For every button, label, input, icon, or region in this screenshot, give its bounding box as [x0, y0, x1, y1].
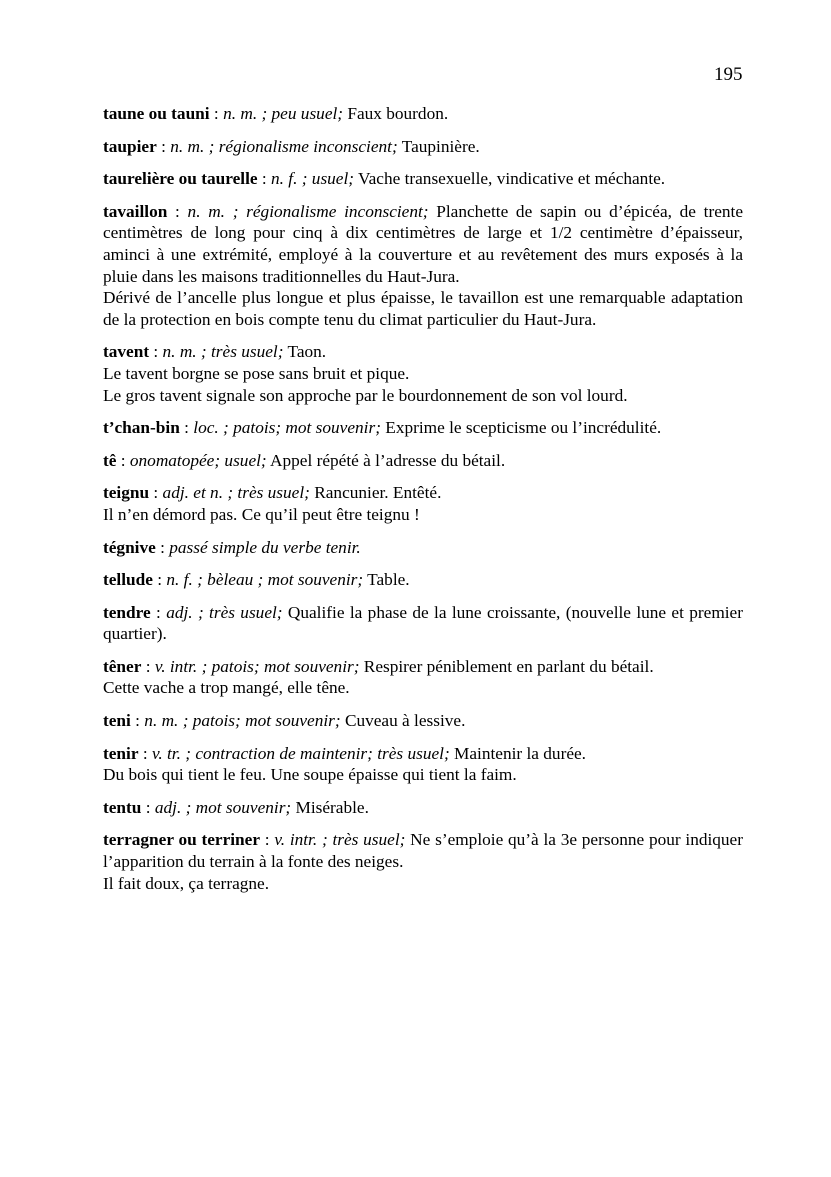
grammatical-label: n. m. ; peu usuel;	[223, 104, 344, 123]
separator: :	[150, 602, 167, 622]
entry-main	[103, 569, 743, 591]
grammatical-label: adj. et n. ; très usuel;	[162, 483, 310, 503]
separator: :	[179, 418, 194, 438]
grammatical-label: n. m. ; régionalisme inconscient;	[187, 201, 429, 221]
dictionary-entry	[103, 450, 743, 472]
headword: tê	[103, 450, 117, 470]
grammatical-label: n. f. ; usuel;	[271, 169, 355, 189]
grammatical-label: n. m. ; très usuel;	[162, 342, 284, 362]
headword: taupier	[103, 136, 157, 156]
dictionary-entry	[103, 136, 743, 158]
example-line: Le gros tavent signale son approche par le bourdonnement de son vol lourd.	[103, 385, 628, 405]
separator: :	[141, 656, 155, 676]
example-line: Du bois qui tient le feu. Une soupe épaisse qui tient la faim.	[103, 765, 517, 785]
definition: Appel répété à l’adresse du bétail.	[266, 450, 506, 470]
separator: :	[116, 450, 130, 470]
definition: Qualifie la phase de la lune croissante, (nouvelle lune et premier quartier).	[103, 602, 743, 644]
headword: têner	[103, 656, 142, 676]
entry-main	[103, 482, 743, 504]
dictionary-entry	[103, 569, 743, 591]
headword: tavaillon	[103, 201, 168, 221]
example-line: Il fait doux, ça terragne.	[103, 873, 270, 893]
separator: :	[257, 169, 271, 189]
dictionary-entry	[103, 829, 743, 894]
headword: tendre	[103, 602, 151, 622]
dictionary-entry	[103, 103, 743, 125]
grammatical-label: passé simple du verbe tenir.	[169, 537, 361, 557]
entry-main	[103, 136, 743, 158]
dictionary-entry	[103, 710, 743, 732]
dictionary-entry	[103, 537, 743, 559]
separator: :	[156, 136, 171, 156]
headword: tentu	[103, 797, 142, 817]
dictionary-entry	[103, 482, 743, 525]
entry-main	[103, 341, 743, 363]
dictionary-entry	[103, 656, 743, 699]
entry-main	[103, 797, 743, 819]
entry-main	[103, 103, 743, 125]
definition: Exprime le scepticisme ou l’incrédulité.	[380, 418, 662, 438]
separator: :	[138, 743, 152, 763]
dictionary-entry	[103, 743, 743, 786]
grammatical-label: n. m. ; régionalisme inconscient;	[170, 136, 398, 156]
entry-main	[103, 829, 743, 872]
definition: Respirer péniblement en parlant du bétail.	[359, 656, 654, 676]
separator: :	[130, 711, 145, 731]
headword: taune ou tauni	[103, 104, 210, 123]
headword: tellude	[103, 570, 153, 590]
dictionary-entry	[103, 201, 743, 331]
headword: t’chan-bin	[103, 418, 180, 438]
grammatical-label: v. tr. ; contraction de maintenir; très usuel;	[151, 743, 450, 763]
definition: Planchette de sapin ou d’épicéa, de trente centimètres de long pour cinq à dix centimètres de large et 1/2 centimètre d’épaisseur, aminci à une extrémité, employé à la couverture et au revêtement des murs exposés à la pluie dans les maisons traditionnelles du Haut-Jura.	[103, 201, 743, 286]
dictionary-entry	[103, 417, 743, 439]
definition: Rancunier. Entêté.	[309, 483, 442, 503]
separator: :	[155, 537, 170, 557]
entry-main	[103, 168, 743, 190]
definition: Faux bourdon.	[343, 104, 449, 123]
entry-main	[103, 537, 743, 559]
grammatical-label: v. intr. ; patois; mot souvenir;	[154, 656, 360, 676]
grammatical-label: adj. ; très usuel;	[166, 602, 283, 622]
headword: teni	[103, 711, 131, 731]
example-line: Il n’en démord pas. Ce qu’il peut être teignu !	[103, 504, 420, 524]
example-line: Dérivé de l’ancelle plus longue et plus épaisse, le tavaillon est une remarquable adaptation de la protection en bois compte tenu du climat particulier du Haut-Jura.	[103, 288, 743, 329]
grammatical-label: onomatopée; usuel;	[129, 450, 267, 470]
grammatical-label: loc. ; patois; mot souvenir;	[193, 418, 381, 438]
dictionary-entry	[103, 797, 743, 819]
page-number: 195	[714, 64, 743, 85]
definition: Taon.	[283, 342, 327, 362]
separator: :	[260, 830, 275, 850]
dictionary-entry	[103, 341, 743, 406]
grammatical-label: v. intr. ; très usuel;	[274, 830, 406, 850]
grammatical-label: adj. ; mot souvenir;	[154, 797, 292, 817]
separator: :	[149, 342, 163, 362]
entry-main	[103, 710, 743, 732]
definition: Maintenir la durée.	[449, 743, 586, 763]
headword: tégnive	[103, 537, 156, 557]
example-line: Le tavent borgne se pose sans bruit et pique.	[103, 363, 410, 383]
headword: terragner ou terriner	[103, 830, 260, 850]
entry-main	[103, 656, 743, 678]
headword: tenir	[103, 743, 139, 763]
headword: tavent	[103, 342, 150, 362]
definition: Ne s’emploie qu’à la 3e personne pour indiquer l’apparition du terrain à la fonte des neiges.	[103, 830, 743, 872]
separator: :	[167, 201, 188, 221]
definition: Cuveau à lessive.	[340, 711, 466, 731]
entry-main	[103, 201, 743, 287]
grammatical-label: n. f. ; bèleau ; mot souvenir;	[166, 570, 364, 590]
headword: teignu	[103, 483, 150, 503]
entry-main	[103, 450, 743, 472]
dictionary-entries	[103, 103, 743, 905]
dictionary-entry	[103, 168, 743, 190]
entry-main	[103, 602, 743, 645]
definition: Misérable.	[291, 797, 369, 817]
entry-main	[103, 417, 743, 439]
definition: Table.	[363, 570, 410, 590]
separator: :	[152, 570, 167, 590]
entry-main	[103, 743, 743, 765]
separator: :	[141, 797, 155, 817]
example-line: Cette vache a trop mangé, elle têne.	[103, 678, 350, 698]
dictionary-entry	[103, 602, 743, 645]
separator: :	[149, 483, 163, 503]
headword: taurelière ou taurelle	[103, 169, 258, 189]
separator: :	[209, 104, 224, 123]
grammatical-label: n. m. ; patois; mot souvenir;	[144, 711, 341, 731]
definition: Taupinière.	[397, 136, 480, 156]
definition: Vache transexuelle, vindicative et méchante.	[354, 169, 666, 189]
